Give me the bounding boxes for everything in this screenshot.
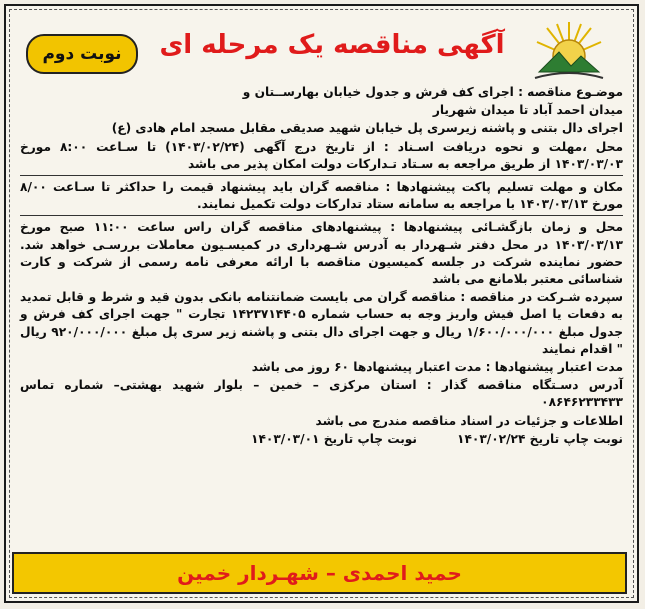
divider — [20, 215, 623, 216]
opening-proposals: محل و زمان بازگشـائی پیشنهادها : پیشنهادهای مناقصه گران راس ساعت ۱۱:۰۰ صبح مورخ ۱۴۰۳/۰۳/۱۳ در محل دفتر شـهردار به آدرس شـهرداری در کمیسـیون معاملات بررسـی خواهد شد. حضور نماینده شرکت در جلسه کمیسیون مناقصه با ارائه معرفی نامه رسمی از شرکت و کارت شناسائی معتبر بلامانع می باشد — [20, 220, 623, 287]
proposal-validity: مدت اعتبار پیشنهادها : مدت اعتبار پیشنهادها ۶۰ روز می باشد — [251, 360, 623, 375]
signature-text: حمید احمدی – شهـردار خمین — [177, 561, 462, 585]
tenderer-address: آدرس دسـتگاه مناقصه گذار : استان مرکزی – خمین – بلوار شهید بهشتی– شماره تماس ۰۸۶۴۶۲۳۳۴۳۳ — [20, 378, 623, 410]
print-date-1: نوبت چاپ تاریخ ۱۴۰۳/۰۲/۲۴ — [457, 431, 623, 446]
print-dates — [20, 431, 623, 448]
receive-documents: محل ،مهلت و نحوه دریافت اسـناد : از تاریخ درج آگهی (۱۴۰۳/۰۲/۲۴) تا سـاعت ۸:۰۰ مورخ ۱۴۰۳/۰۳/۰۳ از طریق مراجعه به سـتاد تـدارکات دولت امکان پذیر می باشد — [20, 139, 624, 171]
subject-line-2: میدان احمد آباد تا میدان شهریار — [432, 103, 623, 118]
notice-header — [12, 10, 627, 80]
notice-title: آگهی مناقصه یک مرحله ای — [159, 30, 505, 60]
round-badge: نوبت دوم — [26, 34, 138, 74]
print-date-2: نوبت چاپ تاریخ ۱۴۰۳/۰۳/۰۱ — [251, 431, 418, 446]
divider — [20, 175, 623, 176]
guarantee-deposit: سپرده شـرکت در مناقصه : مناقصه گران می بایست ضمانتنامه بانکی بدون قید و شرط و قابل تمدید به دفعات یا اصل فیش واریز وجه به حساب شماره ۱۴۲۳۷۱۴۴۰۵ تجارت " جهت اجرای کف فرش و جدول مبلغ ۱/۶۰۰/۰۰۰/۰۰۰ ریال و جهت اجرای دال بتنی و پاشنه زیر سری پل مبلغ ۹۲۰/۰۰۰/۰۰۰ ریال " اقدام نمایند — [20, 290, 623, 356]
submit-proposals: مکان و مهلت تسلیم پاکت پیشنهادها : مناقصه گران باید پیشنهاد قیمت را حداکثر تا سـاعت ۸/۰۰ مورخ ۱۴۰۳/۰۳/۱۳ با مراجعه به سامانه ستاد تدارکات دولت تکمیل نمایند. — [20, 180, 623, 212]
info-line: اطلاعات و جزئیات در اسناد مناقصه مندرج می باشد — [315, 413, 623, 428]
signature-bar — [12, 552, 627, 594]
subject-line-3: اجرای دال بتنی و پاشنه زیرسری پل خیابان شهید صدیقی مقابل مسجد امام هادی (ع) — [111, 121, 623, 136]
municipality-logo-icon — [529, 16, 609, 86]
notice-body — [20, 84, 623, 448]
subject-line-1: موضـوع مناقصه : اجرای کف فرش و جدول خیابان بهارســتان و — [242, 85, 623, 99]
